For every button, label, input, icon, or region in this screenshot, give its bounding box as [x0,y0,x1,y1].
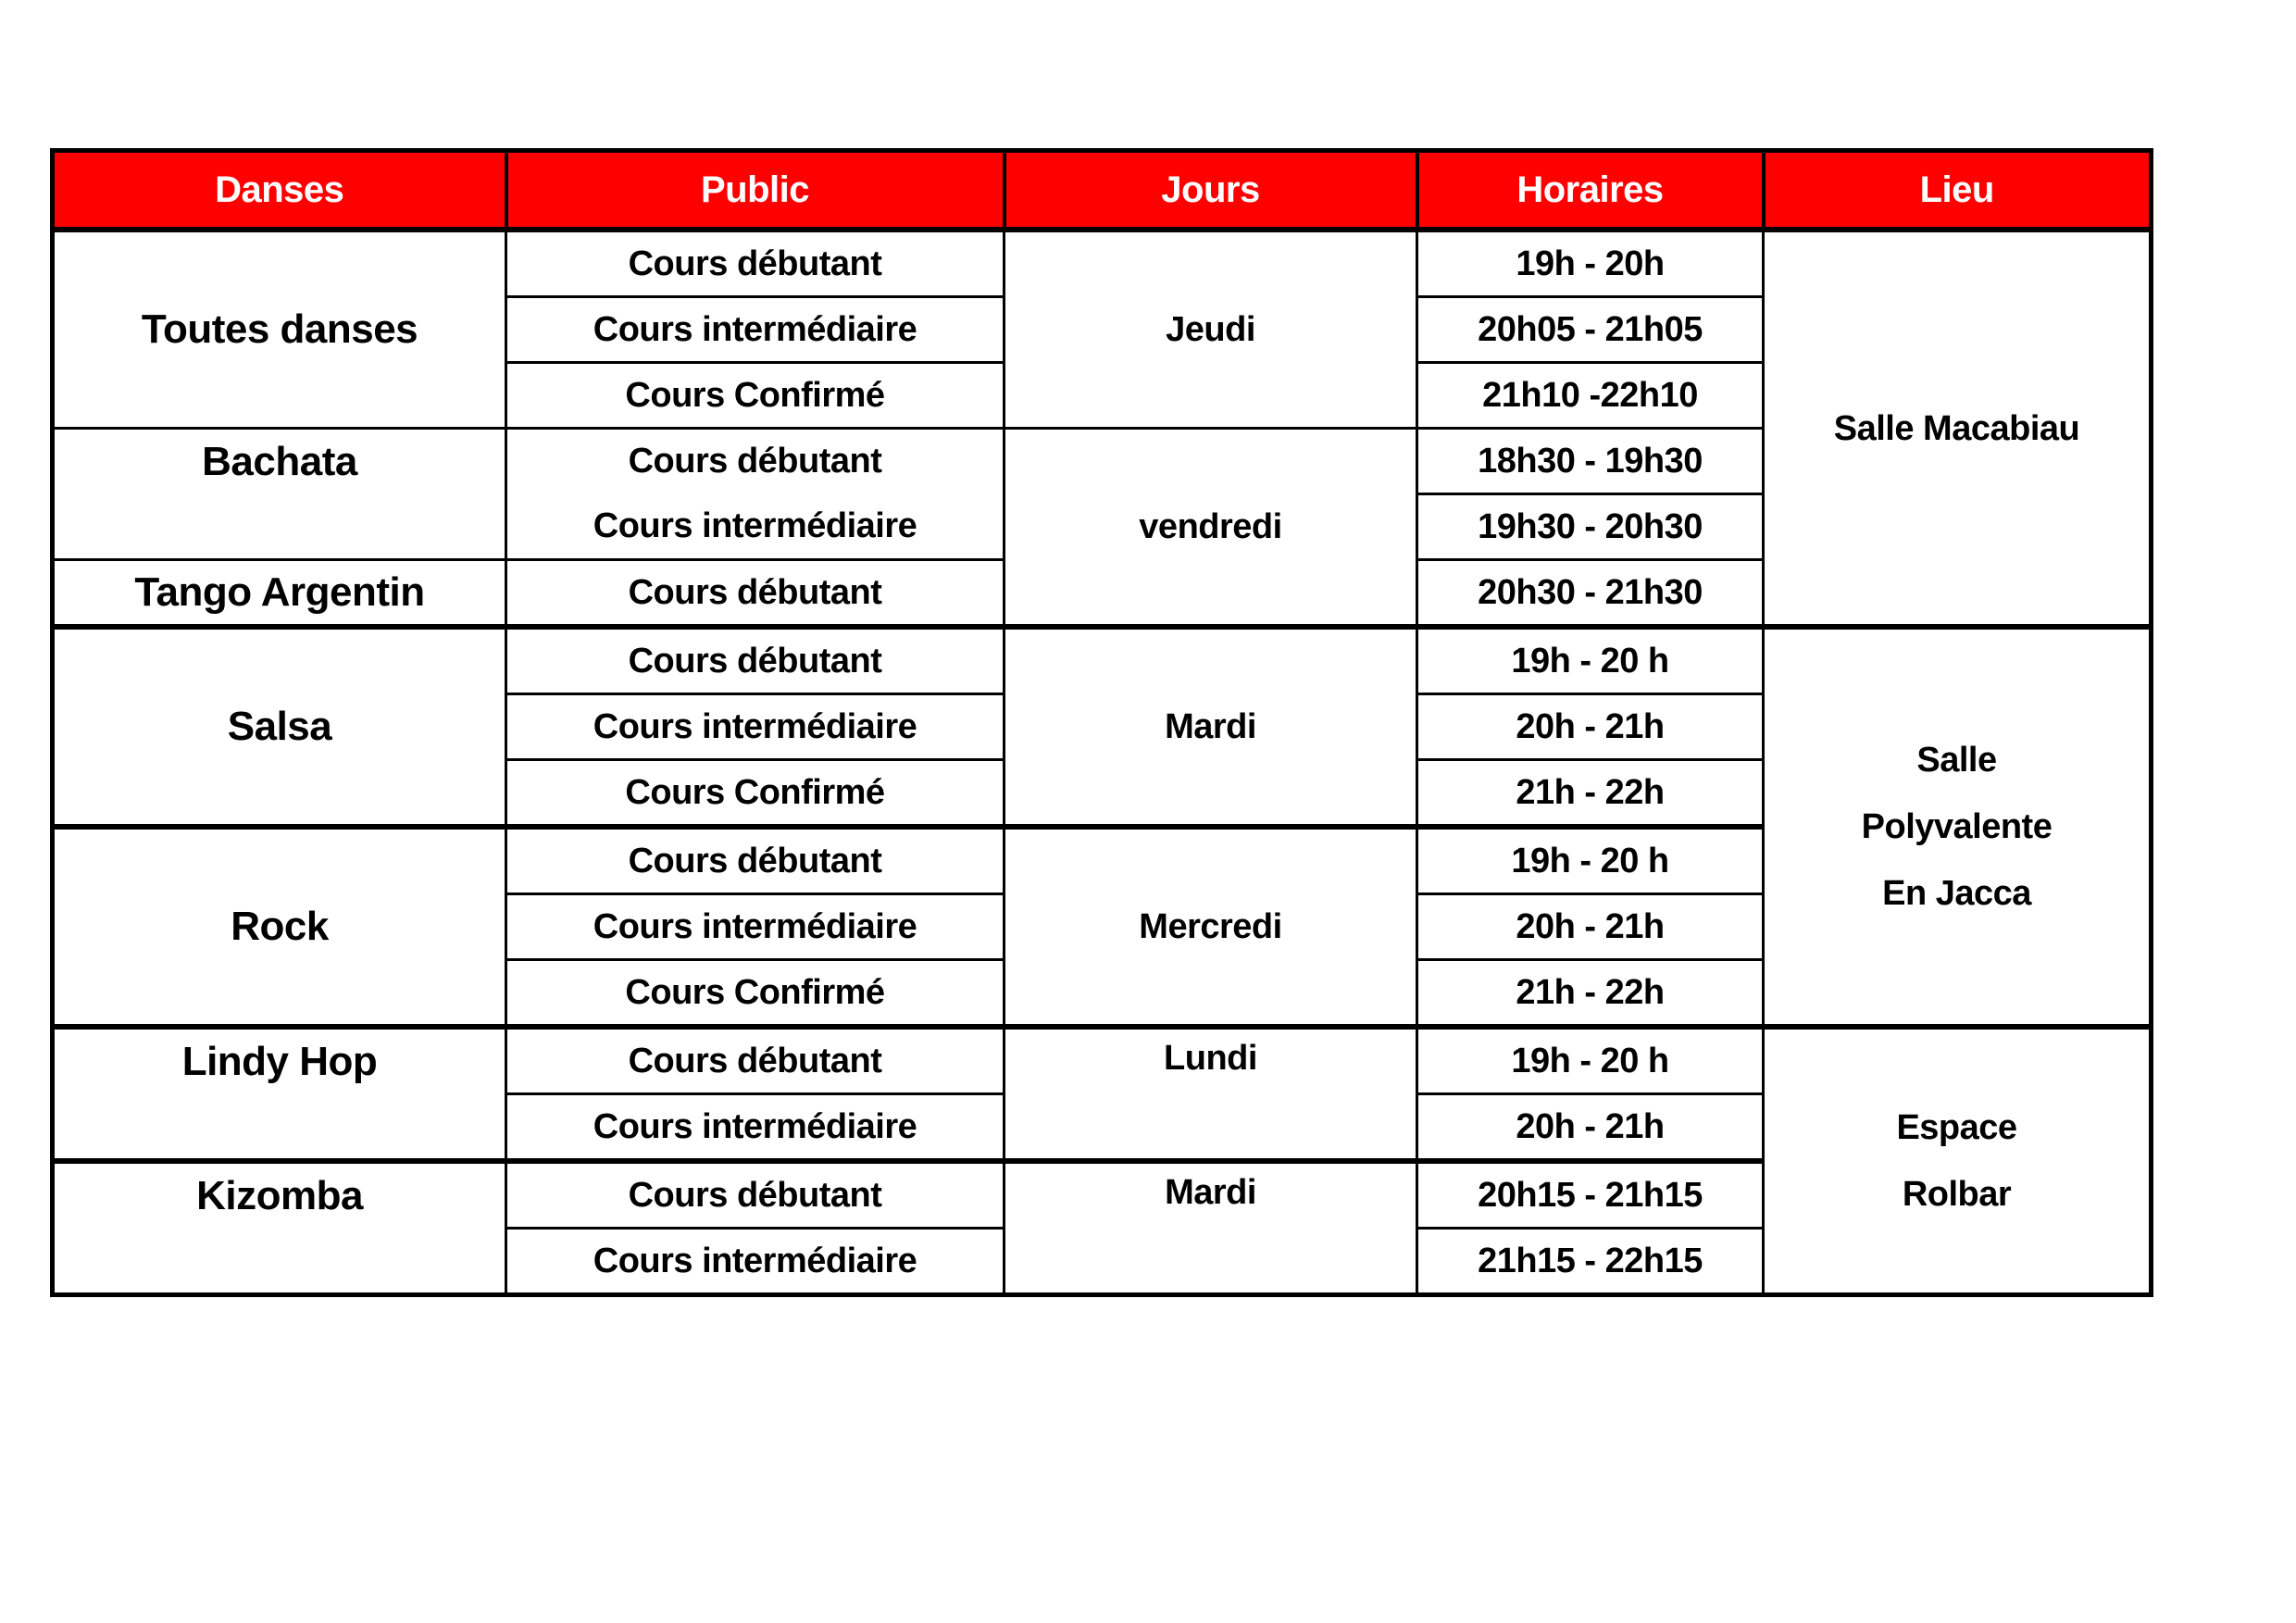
level-cell: Cours débutant [506,429,1004,494]
place-cell [1764,627,2152,1027]
header-horaires: Horaires [1417,151,1764,231]
place-line: Rolbar [1902,1175,2012,1214]
day-cell: Mercredi [1004,827,1417,1027]
level-cell: Cours Confirmé [506,363,1004,429]
level-cell: Cours intermédiaire [506,494,1004,560]
time-cell: 21h15 - 22h15 [1417,1229,1764,1295]
header-row [53,151,2152,231]
header-public: Public [506,151,1004,231]
level-cell: Cours Confirmé [506,760,1004,828]
level-cell: Cours Confirmé [506,960,1004,1028]
time-cell: 19h - 20 h [1417,827,1764,894]
dance-cell: Kizomba [53,1161,506,1295]
time-cell: 21h - 22h [1417,960,1764,1028]
time-cell: 20h - 21h [1417,894,1764,960]
place-line: Espace [1896,1108,2017,1147]
time-cell: 21h - 22h [1417,760,1764,828]
level-cell: Cours débutant [506,1027,1004,1094]
time-cell: 19h - 20h [1417,230,1764,297]
dance-schedule-table [50,148,2153,1297]
place-line: Salle [1916,741,1997,780]
level-cell: Cours débutant [506,827,1004,894]
level-cell: Cours intermédiaire [506,1094,1004,1162]
dance-cell: Toutes danses [53,230,506,429]
day-cell: Mardi [1004,627,1417,827]
table-row [53,230,2152,297]
header-lieu: Lieu [1764,151,2152,231]
time-cell: 19h30 - 20h30 [1417,494,1764,560]
level-cell: Cours débutant [506,230,1004,297]
level-cell: Cours intermédiaire [506,694,1004,760]
time-cell: 20h05 - 21h05 [1417,297,1764,363]
header-jours: Jours [1004,151,1417,231]
time-cell: 20h15 - 21h15 [1417,1161,1764,1229]
table-row [53,1027,2152,1094]
level-cell: Cours intermédiaire [506,1229,1004,1295]
time-cell: 18h30 - 19h30 [1417,429,1764,494]
level-cell: Cours débutant [506,1161,1004,1229]
level-cell: Cours intermédiaire [506,297,1004,363]
level-cell: Cours débutant [506,627,1004,694]
day-cell: Lundi [1004,1027,1417,1161]
place-line: En Jacca [1882,874,2031,913]
dance-cell: Salsa [53,627,506,827]
day-cell: Mardi [1004,1161,1417,1295]
dance-cell: Bachata [53,429,506,560]
dance-cell: Lindy Hop [53,1027,506,1161]
place-line: Polyvalente [1861,807,2053,846]
time-cell: 20h - 21h [1417,694,1764,760]
time-cell: 19h - 20 h [1417,1027,1764,1094]
day-cell: Jeudi [1004,230,1417,429]
level-cell: Cours intermédiaire [506,894,1004,960]
level-cell: Cours débutant [506,560,1004,628]
place-cell [1764,230,2152,627]
time-cell: 19h - 20 h [1417,627,1764,694]
place-cell [1764,1027,2152,1295]
table-row [53,627,2152,694]
place-line: Salle Macabiau [1833,408,2080,448]
header-danses: Danses [53,151,506,231]
time-cell: 21h10 -22h10 [1417,363,1764,429]
time-cell: 20h - 21h [1417,1094,1764,1162]
time-cell: 20h30 - 21h30 [1417,560,1764,628]
dance-cell: Rock [53,827,506,1027]
dance-cell: Tango Argentin [53,560,506,628]
day-cell: vendredi [1004,429,1417,628]
